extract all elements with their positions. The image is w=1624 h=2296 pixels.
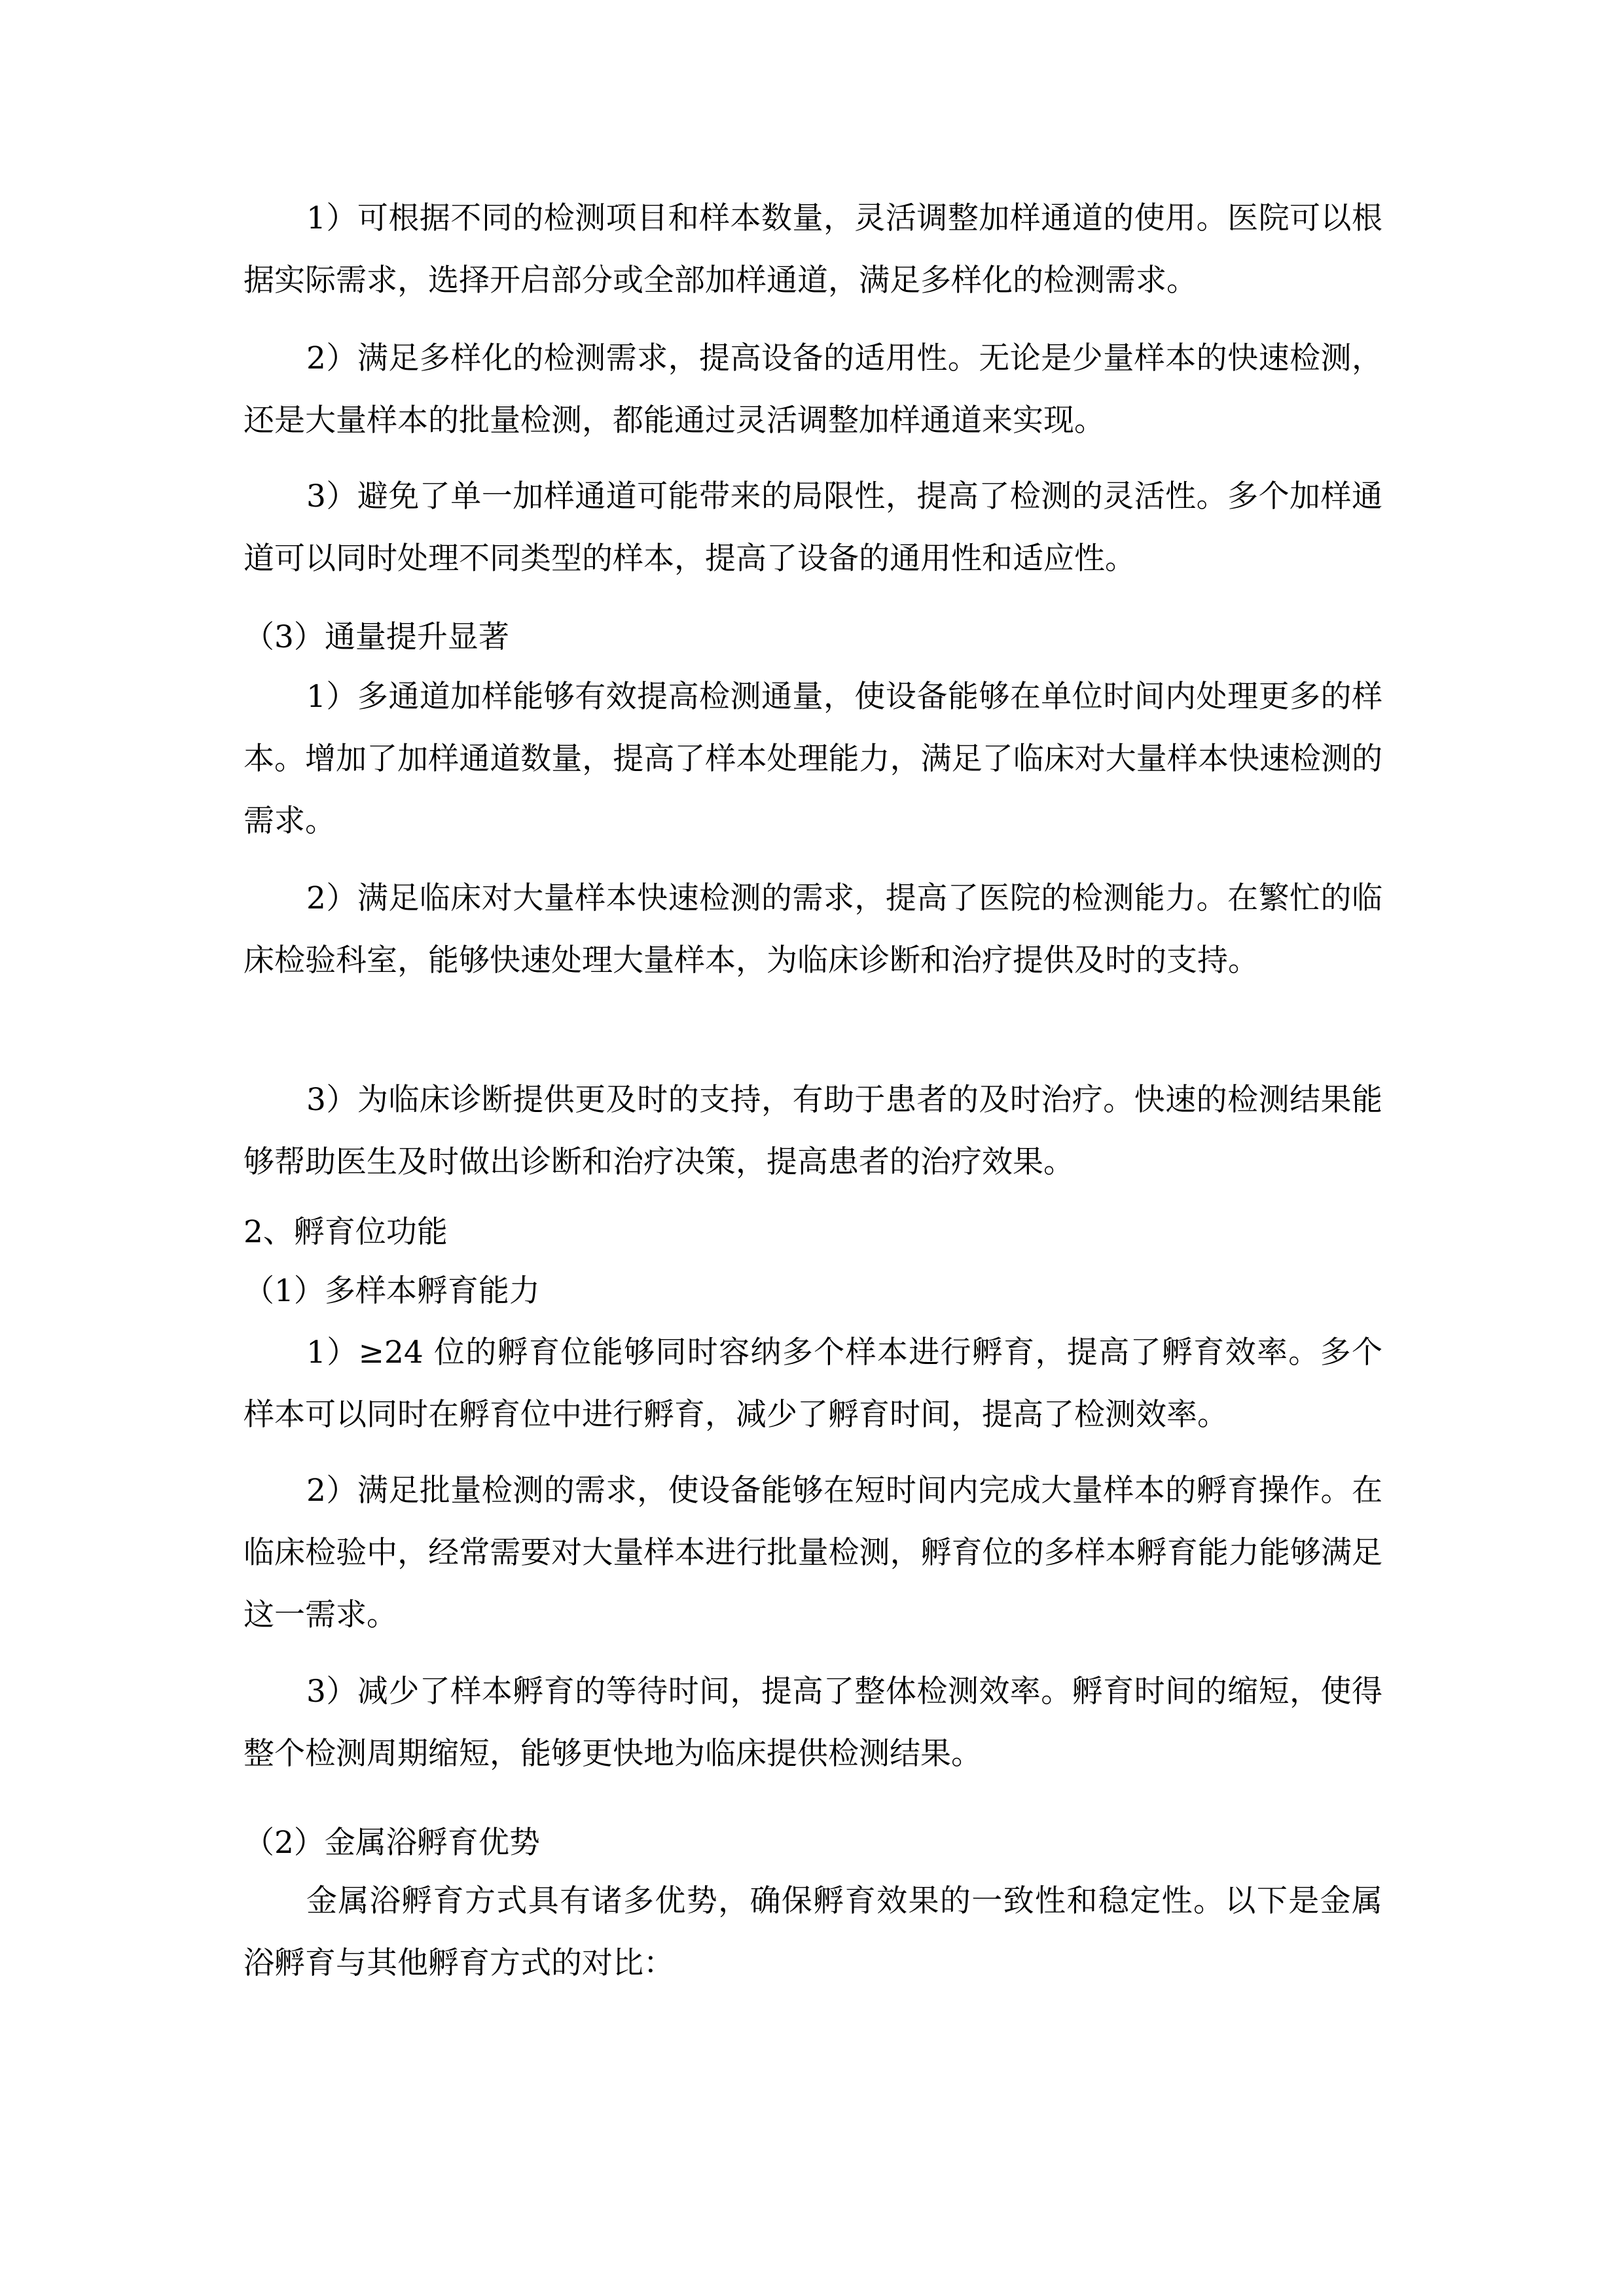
paragraph-5: 2）满足临床对大量样本快速检测的需求，提高了医院的检测能力。在繁忙的临床检验科室，能够快速处理大量样本，为临床诊断和治疗提供及时的支持。 xyxy=(244,880,1382,978)
paragraph-9: 3）减少了样本孵育的等待时间，提高了整体检测效率。孵育时间的缩短，使得整个检测周期缩短，能够更快地为临床提供检测结果。 xyxy=(244,1674,1382,1772)
subheading-metal-bath: （2）金属浴孵育优势 xyxy=(244,1825,540,1861)
subheading-throughput: （3）通量提升显著 xyxy=(244,619,509,655)
paragraph-7: 1）≥24 位的孵育位能够同时容纳多个样本进行孵育，提高了孵育效率。多个样本可以同时在孵育位中进行孵育，减少了孵育时间，提高了检测效率。 xyxy=(244,1335,1382,1433)
paragraph-4: 1）多通道加样能够有效提高检测通量，使设备能够在单位时间内处理更多的样本。增加了加样通道数量，提高了样本处理能力，满足了临床对大量样本快速检测的需求。 xyxy=(244,679,1382,839)
paragraph-3: 3）避免了单一加样通道可能带来的局限性，提高了检测的灵活性。多个加样通道可以同时处理不同类型的样本，提高了设备的通用性和适应性。 xyxy=(244,478,1382,577)
subheading-multi-sample: （1）多样本孵育能力 xyxy=(244,1273,540,1309)
paragraph-6: 3）为临床诊断提供更及时的支持，有助于患者的及时治疗。快速的检测结果能够帮助医生及时做出诊断和治疗决策，提高患者的治疗效果。 xyxy=(244,1082,1382,1180)
paragraph-1: 1）可根据不同的检测项目和样本数量，灵活调整加样通道的使用。医院可以根据实际需求，选择开启部分或全部加样通道，满足多样化的检测需求。 xyxy=(244,200,1382,298)
paragraph-8: 2）满足批量检测的需求，使设备能够在短时间内完成大量样本的孵育操作。在临床检验中，经常需要对大量样本进行批量检测，孵育位的多样本孵育能力能够满足这一需求。 xyxy=(244,1473,1382,1633)
paragraph-2: 2）满足多样化的检测需求，提高设备的适用性。无论是少量样本的快速检测，还是大量样本的批量检测，都能通过灵活调整加样通道来实现。 xyxy=(244,340,1382,439)
paragraph-10: 金属浴孵育方式具有诸多优势，确保孵育效果的一致性和稳定性。以下是金属浴孵育与其他孵育方式的对比： xyxy=(244,1883,1382,1981)
section-heading-incubation: 2、孵育位功能 xyxy=(244,1214,448,1250)
